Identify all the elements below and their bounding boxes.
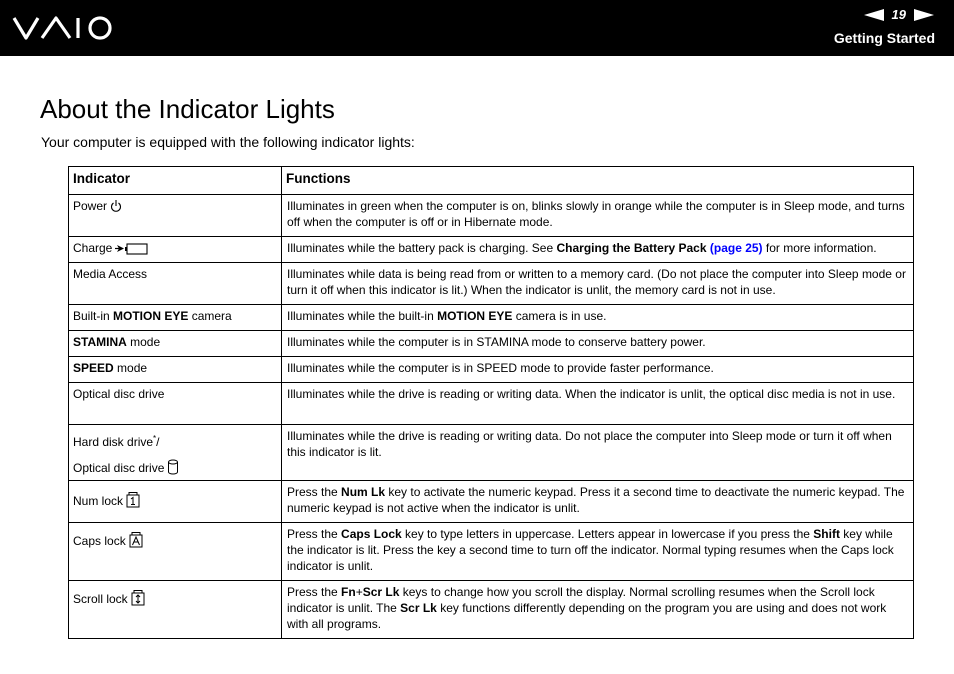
function-cell: Illuminates while the drive is reading or writing data. When the indicator is unlit, the optical disc media is not in use.	[282, 383, 914, 425]
indicator-label: Num lock	[73, 494, 124, 508]
intro-text: Your computer is equipped with the following indicator lights:	[41, 134, 415, 150]
page-number: 19	[891, 7, 906, 22]
previous-page-icon[interactable]	[864, 9, 884, 21]
function-text-bold: Shift	[813, 527, 840, 541]
page-nav	[864, 7, 934, 22]
indicator-cell: Media Access	[69, 263, 282, 305]
indicator-cell	[69, 195, 282, 237]
indicator-cell: Optical disc drive	[69, 383, 282, 425]
function-text: Press the	[287, 585, 342, 599]
function-text-bold: Scr Lk	[400, 601, 437, 615]
function-text-bold: MOTION EYE	[437, 309, 513, 323]
function-text: +	[355, 585, 363, 599]
indicator-label: Charge	[73, 241, 113, 255]
function-cell: Illuminates while data is being read from or written to a memory card. (Do not place the computer into Sleep mode or turn it off when this indicator is lit.) When the indicator is unlit, the memory card is not in use.	[282, 263, 914, 305]
indicator-cell	[69, 237, 282, 263]
function-text-bold: Num Lk	[341, 485, 386, 499]
function-text-bold: Caps Lock	[341, 527, 402, 541]
table-row-hard-disk	[69, 425, 914, 481]
function-text: Press the	[287, 485, 342, 499]
function-cell: Illuminates while the computer is in STAMINA mode to conserve battery power.	[282, 331, 914, 357]
indicator-label: Hard disk drive	[73, 435, 154, 449]
indicator-cell	[69, 357, 282, 383]
table-row-caps-lock	[69, 523, 914, 581]
function-text: key while the indicator is lit. Press the key a second time to turn off the indicator. Normal typing resumes when the Caps lock indicator is unlit.	[287, 527, 894, 573]
indicator-cell	[69, 305, 282, 331]
function-text-bold: Fn	[341, 585, 356, 599]
function-cell: Illuminates in green when the computer is on, blinks slowly in orange while the computer is in Sleep mode, and turns off when the computer is off or in Hibernate mode.	[282, 195, 914, 237]
drive-icon	[167, 459, 179, 475]
table-header-row	[69, 167, 914, 195]
indicator-cell	[69, 331, 282, 357]
indicator-label-bold: MOTION EYE	[113, 309, 189, 323]
table-row-charge	[69, 237, 914, 263]
table-row-num-lock	[69, 481, 914, 523]
column-header-indicator: Indicator	[69, 167, 282, 195]
indicator-label: Optical disc drive	[73, 461, 165, 475]
table-row-camera	[69, 305, 914, 331]
function-text-bold: Scr Lk	[362, 585, 400, 599]
function-text: key to type letters in uppercase. Letters appear in lowercase if you press the	[401, 527, 814, 541]
indicator-label: Built-in	[73, 309, 114, 323]
indicator-label-bold: SPEED	[73, 361, 114, 375]
caps-lock-icon	[129, 531, 143, 548]
indicator-cell	[69, 523, 282, 581]
function-text: Illuminates while the battery pack is charging. See	[287, 241, 557, 255]
function-cell	[282, 523, 914, 581]
function-text: key to activate the numeric keypad. Press it a second time to deactivate the numeric keypad. The numeric keypad is not active when the indicator is unlit.	[287, 485, 905, 515]
table-row-scroll-lock	[69, 581, 914, 639]
table-row-stamina	[69, 331, 914, 357]
function-text: camera is in use.	[512, 309, 607, 323]
function-text: key functions differently depending on the program you are using and does not work with all programs.	[287, 601, 887, 631]
column-header-functions: Functions	[282, 167, 914, 195]
indicator-label: mode	[126, 335, 161, 349]
indicator-label: Caps lock	[73, 534, 126, 548]
page-title: About the Indicator Lights	[40, 94, 335, 124]
battery-charge-icon	[115, 241, 149, 255]
indicator-label: Power	[73, 199, 108, 213]
indicator-label: Scroll lock	[73, 592, 128, 606]
indicator-cell	[69, 481, 282, 523]
indicator-cell	[69, 425, 282, 481]
table-row-media-access	[69, 263, 914, 305]
function-cell: Illuminates while the computer is in SPEED mode to provide faster performance.	[282, 357, 914, 383]
table-row-optical-disc	[69, 383, 914, 425]
function-cell	[282, 581, 914, 639]
function-cell	[282, 481, 914, 523]
scroll-lock-icon	[131, 589, 145, 606]
page-header	[0, 0, 954, 56]
function-text: Press the	[287, 527, 342, 541]
indicator-cell	[69, 581, 282, 639]
indicator-label: /	[156, 435, 160, 449]
page-link[interactable]: (page 25)	[709, 241, 763, 255]
indicator-label: camera	[188, 309, 232, 323]
table-row-speed	[69, 357, 914, 383]
function-text-bold: Charging the Battery Pack	[556, 241, 707, 255]
footnote-marker: *	[153, 434, 157, 443]
table-row-power	[69, 195, 914, 237]
function-cell: Illuminates while the drive is reading or writing data. Do not place the computer into Sleep mode or turn it off when this indicator is lit.	[282, 425, 914, 481]
function-text: keys to change how you scroll the display. Normal scrolling resumes when the Scroll lock indicator is unlit. The	[287, 585, 875, 615]
function-cell	[282, 237, 914, 263]
function-text: Illuminates while the built-in	[287, 309, 438, 323]
function-cell	[282, 305, 914, 331]
num-lock-icon	[126, 491, 140, 508]
section-name: Getting Started	[833, 30, 935, 46]
indicator-label: mode	[113, 361, 148, 375]
indicator-label-bold: STAMINA	[73, 335, 127, 349]
power-icon	[110, 199, 122, 213]
vaio-logo	[12, 12, 122, 44]
indicator-table	[68, 166, 914, 639]
next-page-icon[interactable]	[914, 9, 934, 21]
function-text: for more information.	[762, 241, 877, 255]
